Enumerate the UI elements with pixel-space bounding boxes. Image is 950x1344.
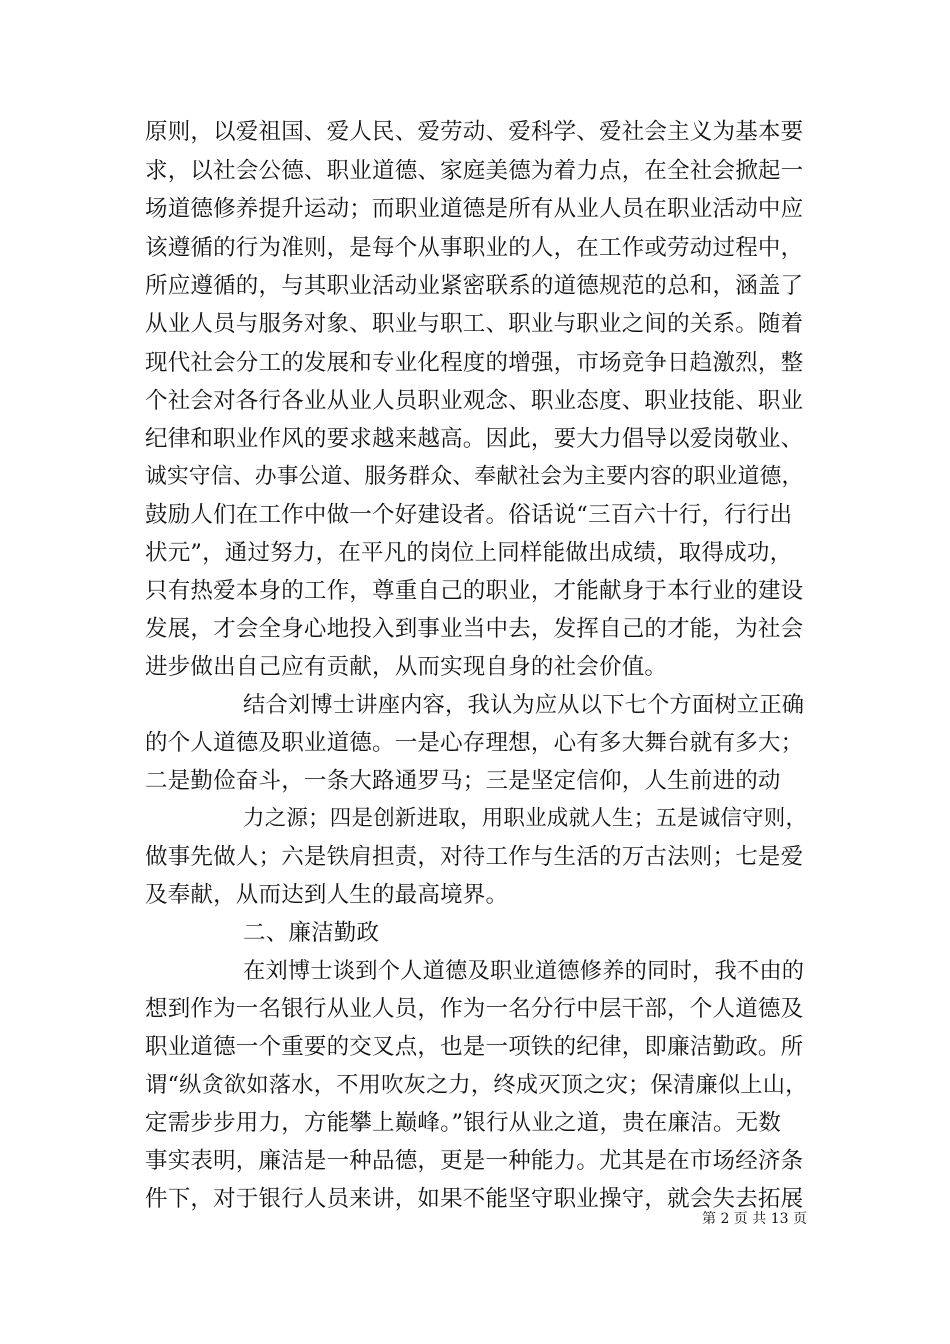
text-line: 进步做出自己应有贡献，从而实现自身的社会价值。 [145,654,668,680]
text-line: 职业道德一个重要的交叉点，也是一项铁的纪律，即廉洁勤政。所 [145,1034,804,1060]
text-line: 的个人道德及职业道德。一是心存理想，心有多大舞台就有多大； [145,730,804,756]
text-line: 鼓励人们在工作中做一个好建设者。俗话说“三百六十行，行行出 [145,502,793,528]
text-line: 做事先做人；六是铁肩担责，对待工作与生活的万古法则；七是爱 [145,844,804,870]
text-line: 事实表明，廉洁是一种品德，更是一种能力。尤其是在市场经济条 [145,1148,804,1174]
text-line: 求，以社会公德、职业道德、家庭美德为着力点，在全社会掀起一 [145,158,804,184]
text-line: 及奉献，从而达到人生的最高境界。 [145,882,509,908]
text-line: 个社会对各行各业从业人员职业观念、职业态度、职业技能、职业 [145,388,804,414]
text-line: 原则，以爱祖国、爱人民、爱劳动、爱科学、爱社会主义为基本要 [145,119,804,145]
text-line: 想到作为一名银行从业人员，作为一名分行中层干部，个人道德及 [145,996,804,1022]
text-line: 力之源；四是创新进取，用职业成就人生；五是诚信守则， [243,806,808,831]
page-number-footer: 第 2 页 共 13 页 [702,1211,807,1227]
text-line: 二是勤俭奋斗，一条大路通罗马；三是坚定信仰，人生前进的动 [145,768,781,794]
text-line: 谓“纵贪欲如落水，不用吹灰之力，终成灭顶之灾；保清廉似上山， [145,1072,808,1098]
text-line: 所应遵循的，与其职业活动业紧密联系的道德规范的总和，涵盖了 [145,273,804,299]
text-line: 结合刘博士讲座内容，我认为应从以下七个方面树立正确 [243,692,805,718]
section-heading: 二、廉洁勤政 [243,920,380,946]
text-line: 诚实守信、办事公道、服务群众、奉献社会为主要内容的职业道德， [145,464,804,489]
text-line: 只有热爱本身的工作，尊重自己的职业，才能献身于本行业的建设 [145,578,804,604]
text-line: 状元”，通过努力，在平凡的岗位上同样能做出成绩，取得成功， [145,540,793,566]
text-line: 该遵循的行为准则，是每个从事职业的人，在工作或劳动过程中， [145,235,804,261]
text-line: 件下，对于银行人员来讲，如果不能坚守职业操守，就会失去拓展 [145,1186,804,1212]
text-line: 发展，才会全身心地投入到事业当中去，发挥自己的才能，为社会 [145,616,804,642]
text-line: 现代社会分工的发展和专业化程度的增强，市场竞争日趋激烈，整 [145,350,804,376]
text-line: 从业人员与服务对象、职业与职工、职业与职业之间的关系。随着 [145,311,804,337]
text-line: 纪律和职业作风的要求越来越高。因此，要大力倡导以爱岗敬业、 [145,426,804,452]
text-line: 在刘博士谈到个人道德及职业道德修养的同时，我不由的 [243,958,805,984]
text-line: 场道德修养提升运动；而职业道德是所有从业人员在职业活动中应 [145,196,804,222]
text-line: 定需步步用力，方能攀上巅峰。”银行从业之道，贵在廉洁。无数 [145,1110,782,1136]
